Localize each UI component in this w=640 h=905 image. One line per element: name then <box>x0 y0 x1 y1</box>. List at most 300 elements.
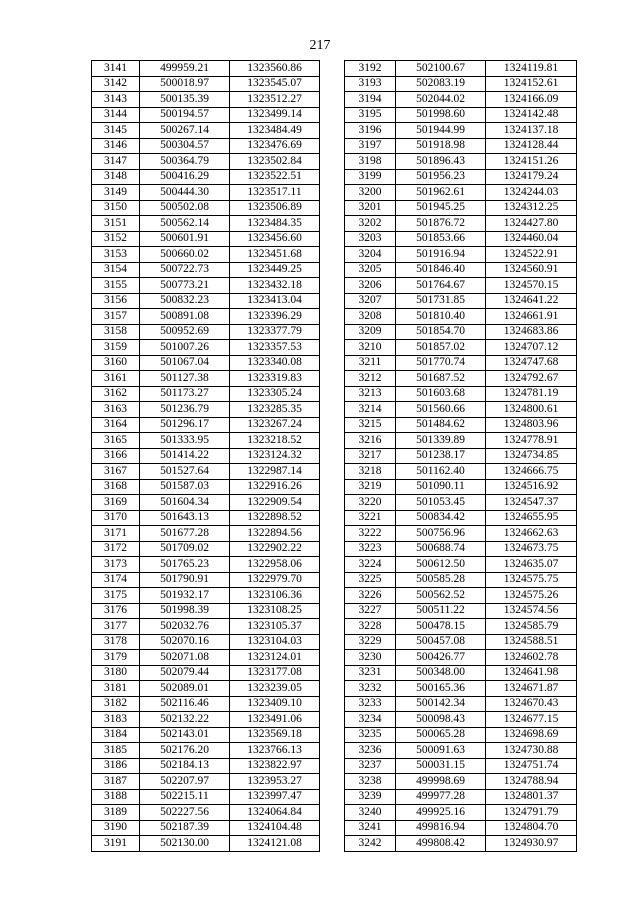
y-coordinate-cell: 1323502.84 <box>230 154 320 170</box>
x-coordinate-cell: 502116.46 <box>140 696 230 712</box>
x-coordinate-cell: 501876.72 <box>396 216 486 232</box>
point-number-cell: 3237 <box>345 758 396 774</box>
y-coordinate-cell: 1324641.98 <box>486 665 577 681</box>
x-coordinate-cell: 499959.21 <box>140 61 230 77</box>
x-coordinate-cell: 502083.19 <box>396 76 486 92</box>
point-number-cell: 3186 <box>92 758 140 774</box>
point-number-cell: 3215 <box>345 417 396 433</box>
table-row <box>92 712 320 728</box>
y-coordinate-cell: 1322958.06 <box>230 557 320 573</box>
point-number-cell: 3224 <box>345 557 396 573</box>
x-coordinate-cell: 501896.43 <box>396 154 486 170</box>
x-coordinate-cell: 500267.14 <box>140 123 230 139</box>
point-number-cell: 3231 <box>345 665 396 681</box>
x-coordinate-cell: 502044.02 <box>396 92 486 108</box>
point-number-cell: 3164 <box>92 417 140 433</box>
x-coordinate-cell: 501560.66 <box>396 402 486 418</box>
table-row <box>92 154 320 170</box>
y-coordinate-cell: 1323432.18 <box>230 278 320 294</box>
point-number-cell: 3216 <box>345 433 396 449</box>
x-coordinate-cell: 500194.57 <box>140 107 230 123</box>
table-row <box>345 92 577 108</box>
point-number-cell: 3176 <box>92 603 140 619</box>
x-coordinate-cell: 500031.15 <box>396 758 486 774</box>
table-row <box>92 355 320 371</box>
y-coordinate-cell: 1324670.43 <box>486 696 577 712</box>
point-number-cell: 3204 <box>345 247 396 263</box>
y-coordinate-cell: 1322902.22 <box>230 541 320 557</box>
point-number-cell: 3239 <box>345 789 396 805</box>
table-row <box>92 588 320 604</box>
table-row <box>92 464 320 480</box>
y-coordinate-cell: 1324460.04 <box>486 231 577 247</box>
x-coordinate-cell: 499977.28 <box>396 789 486 805</box>
point-number-cell: 3232 <box>345 681 396 697</box>
x-coordinate-cell: 500891.08 <box>140 309 230 325</box>
table-row <box>345 665 577 681</box>
y-coordinate-cell: 1323449.25 <box>230 262 320 278</box>
point-number-cell: 3188 <box>92 789 140 805</box>
point-number-cell: 3147 <box>92 154 140 170</box>
table-row <box>345 433 577 449</box>
table-row <box>345 805 577 821</box>
y-coordinate-cell: 1323517.11 <box>230 185 320 201</box>
point-number-cell: 3218 <box>345 464 396 480</box>
x-coordinate-cell: 500834.42 <box>396 510 486 526</box>
x-coordinate-cell: 501944.99 <box>396 123 486 139</box>
x-coordinate-cell: 501918.98 <box>396 138 486 154</box>
point-number-cell: 3153 <box>92 247 140 263</box>
table-row <box>92 665 320 681</box>
point-number-cell: 3175 <box>92 588 140 604</box>
point-number-cell: 3221 <box>345 510 396 526</box>
x-coordinate-cell: 500416.29 <box>140 169 230 185</box>
x-coordinate-cell: 501007.26 <box>140 340 230 356</box>
y-coordinate-cell: 1324641.22 <box>486 293 577 309</box>
table-row <box>92 774 320 790</box>
x-coordinate-cell: 501643.13 <box>140 510 230 526</box>
y-coordinate-cell: 1324602.78 <box>486 650 577 666</box>
x-coordinate-cell: 500502.08 <box>140 200 230 216</box>
table-row <box>92 76 320 92</box>
x-coordinate-cell: 501853.66 <box>396 231 486 247</box>
x-coordinate-cell: 502143.01 <box>140 727 230 743</box>
x-coordinate-cell: 500773.21 <box>140 278 230 294</box>
y-coordinate-cell: 1324661.91 <box>486 309 577 325</box>
x-coordinate-cell: 501587.03 <box>140 479 230 495</box>
y-coordinate-cell: 1324730.88 <box>486 743 577 759</box>
point-number-cell: 3185 <box>92 743 140 759</box>
table-row <box>92 433 320 449</box>
table-row <box>92 200 320 216</box>
point-number-cell: 3199 <box>345 169 396 185</box>
x-coordinate-cell: 499925.16 <box>396 805 486 821</box>
x-coordinate-cell: 501998.60 <box>396 107 486 123</box>
point-number-cell: 3225 <box>345 572 396 588</box>
table-row <box>92 603 320 619</box>
x-coordinate-cell: 501604.34 <box>140 495 230 511</box>
x-coordinate-cell: 501956.23 <box>396 169 486 185</box>
point-number-cell: 3160 <box>92 355 140 371</box>
point-number-cell: 3205 <box>345 262 396 278</box>
table-row <box>345 510 577 526</box>
y-coordinate-cell: 1323456.60 <box>230 231 320 247</box>
x-coordinate-cell: 501846.40 <box>396 262 486 278</box>
y-coordinate-cell: 1324734.85 <box>486 448 577 464</box>
x-coordinate-cell: 501765.23 <box>140 557 230 573</box>
x-coordinate-cell: 499816.94 <box>396 820 486 836</box>
table-row <box>345 371 577 387</box>
y-coordinate-cell: 1324179.24 <box>486 169 577 185</box>
table-row <box>92 185 320 201</box>
point-number-cell: 3163 <box>92 402 140 418</box>
table-row <box>92 696 320 712</box>
table-row <box>345 774 577 790</box>
table-row <box>92 495 320 511</box>
coordinate-table-right <box>344 60 577 852</box>
y-coordinate-cell: 1322909.54 <box>230 495 320 511</box>
point-number-cell: 3212 <box>345 371 396 387</box>
point-number-cell: 3203 <box>345 231 396 247</box>
y-coordinate-cell: 1324427.80 <box>486 216 577 232</box>
point-number-cell: 3162 <box>92 386 140 402</box>
page-number: 217 <box>309 38 331 53</box>
point-number-cell: 3189 <box>92 805 140 821</box>
table-row <box>345 696 577 712</box>
y-coordinate-cell: 1324800.61 <box>486 402 577 418</box>
table-row <box>345 448 577 464</box>
y-coordinate-cell: 1324166.09 <box>486 92 577 108</box>
table-row <box>345 154 577 170</box>
point-number-cell: 3165 <box>92 433 140 449</box>
point-number-cell: 3146 <box>92 138 140 154</box>
y-coordinate-cell: 1324671.87 <box>486 681 577 697</box>
point-number-cell: 3200 <box>345 185 396 201</box>
table-row <box>345 572 577 588</box>
x-coordinate-cell: 500832.23 <box>140 293 230 309</box>
point-number-cell: 3201 <box>345 200 396 216</box>
y-coordinate-cell: 1324585.79 <box>486 619 577 635</box>
y-coordinate-cell: 1323105.37 <box>230 619 320 635</box>
point-number-cell: 3154 <box>92 262 140 278</box>
table-row <box>92 820 320 836</box>
y-coordinate-cell: 1323319.83 <box>230 371 320 387</box>
table-row <box>92 743 320 759</box>
y-coordinate-cell: 1324655.95 <box>486 510 577 526</box>
point-number-cell: 3217 <box>345 448 396 464</box>
point-number-cell: 3192 <box>345 61 396 77</box>
table-row <box>345 588 577 604</box>
table-row <box>345 309 577 325</box>
x-coordinate-cell: 502089.01 <box>140 681 230 697</box>
table-row <box>92 169 320 185</box>
table-row <box>92 340 320 356</box>
point-number-cell: 3196 <box>345 123 396 139</box>
table-row <box>92 324 320 340</box>
y-coordinate-cell: 1323545.07 <box>230 76 320 92</box>
point-number-cell: 3226 <box>345 588 396 604</box>
x-coordinate-cell: 500562.52 <box>396 588 486 604</box>
point-number-cell: 3242 <box>345 836 396 852</box>
table-row <box>345 123 577 139</box>
table-row <box>92 526 320 542</box>
y-coordinate-cell: 1323451.68 <box>230 247 320 263</box>
point-number-cell: 3158 <box>92 324 140 340</box>
point-number-cell: 3223 <box>345 541 396 557</box>
y-coordinate-cell: 1323522.51 <box>230 169 320 185</box>
x-coordinate-cell: 502187.39 <box>140 820 230 836</box>
point-number-cell: 3214 <box>345 402 396 418</box>
point-number-cell: 3228 <box>345 619 396 635</box>
x-coordinate-cell: 501339.89 <box>396 433 486 449</box>
point-number-cell: 3181 <box>92 681 140 697</box>
y-coordinate-cell: 1323305.24 <box>230 386 320 402</box>
y-coordinate-cell: 1323822.97 <box>230 758 320 774</box>
point-number-cell: 3229 <box>345 634 396 650</box>
x-coordinate-cell: 499998.69 <box>396 774 486 790</box>
y-coordinate-cell: 1323409.10 <box>230 696 320 712</box>
table-row <box>92 634 320 650</box>
y-coordinate-cell: 1324778.91 <box>486 433 577 449</box>
x-coordinate-cell: 501916.94 <box>396 247 486 263</box>
x-coordinate-cell: 500091.63 <box>396 743 486 759</box>
y-coordinate-cell: 1323340.08 <box>230 355 320 371</box>
x-coordinate-cell: 500562.14 <box>140 216 230 232</box>
y-coordinate-cell: 1324747.68 <box>486 355 577 371</box>
y-coordinate-cell: 1323357.53 <box>230 340 320 356</box>
y-coordinate-cell: 1324930.97 <box>486 836 577 852</box>
table-row <box>345 727 577 743</box>
table-row <box>345 603 577 619</box>
y-coordinate-cell: 1323396.29 <box>230 309 320 325</box>
table-row <box>92 107 320 123</box>
table-row <box>92 836 320 852</box>
y-coordinate-cell: 1324064.84 <box>230 805 320 821</box>
point-number-cell: 3179 <box>92 650 140 666</box>
point-number-cell: 3157 <box>92 309 140 325</box>
y-coordinate-cell: 1324804.70 <box>486 820 577 836</box>
y-coordinate-cell: 1324781.19 <box>486 386 577 402</box>
point-number-cell: 3209 <box>345 324 396 340</box>
x-coordinate-cell: 500098.43 <box>396 712 486 728</box>
table-row <box>92 448 320 464</box>
table-row <box>345 324 577 340</box>
y-coordinate-cell: 1324312.25 <box>486 200 577 216</box>
table-row <box>345 216 577 232</box>
table-row <box>345 107 577 123</box>
y-coordinate-cell: 1324119.81 <box>486 61 577 77</box>
y-coordinate-cell: 1323177.08 <box>230 665 320 681</box>
table-row <box>345 340 577 356</box>
table-row <box>345 293 577 309</box>
table-row <box>92 216 320 232</box>
table-row <box>92 309 320 325</box>
y-coordinate-cell: 1324588.51 <box>486 634 577 650</box>
coordinate-table-left <box>91 60 320 852</box>
x-coordinate-cell: 501127.38 <box>140 371 230 387</box>
x-coordinate-cell: 501810.40 <box>396 309 486 325</box>
table-row <box>92 479 320 495</box>
point-number-cell: 3178 <box>92 634 140 650</box>
x-coordinate-cell: 500135.39 <box>140 92 230 108</box>
x-coordinate-cell: 502079.44 <box>140 665 230 681</box>
table-row <box>345 557 577 573</box>
table-row <box>345 681 577 697</box>
y-coordinate-cell: 1324121.08 <box>230 836 320 852</box>
y-coordinate-cell: 1323569.18 <box>230 727 320 743</box>
table-row <box>345 169 577 185</box>
table-row <box>92 805 320 821</box>
point-number-cell: 3211 <box>345 355 396 371</box>
point-number-cell: 3213 <box>345 386 396 402</box>
point-number-cell: 3149 <box>92 185 140 201</box>
x-coordinate-cell: 501484.62 <box>396 417 486 433</box>
y-coordinate-cell: 1322987.14 <box>230 464 320 480</box>
table-row <box>92 619 320 635</box>
point-number-cell: 3148 <box>92 169 140 185</box>
point-number-cell: 3191 <box>92 836 140 852</box>
point-number-cell: 3183 <box>92 712 140 728</box>
y-coordinate-cell: 1323491.06 <box>230 712 320 728</box>
y-coordinate-cell: 1323239.05 <box>230 681 320 697</box>
y-coordinate-cell: 1324801.37 <box>486 789 577 805</box>
x-coordinate-cell: 502207.97 <box>140 774 230 790</box>
point-number-cell: 3190 <box>92 820 140 836</box>
y-coordinate-cell: 1324751.74 <box>486 758 577 774</box>
x-coordinate-cell: 501333.95 <box>140 433 230 449</box>
point-number-cell: 3167 <box>92 464 140 480</box>
point-number-cell: 3187 <box>92 774 140 790</box>
point-number-cell: 3169 <box>92 495 140 511</box>
x-coordinate-cell: 501854.70 <box>396 324 486 340</box>
point-number-cell: 3144 <box>92 107 140 123</box>
y-coordinate-cell: 1323377.79 <box>230 324 320 340</box>
x-coordinate-cell: 501790.91 <box>140 572 230 588</box>
table-row <box>345 526 577 542</box>
x-coordinate-cell: 501238.17 <box>396 448 486 464</box>
y-coordinate-cell: 1324788.94 <box>486 774 577 790</box>
x-coordinate-cell: 500612.50 <box>396 557 486 573</box>
table-row <box>92 758 320 774</box>
y-coordinate-cell: 1324574.56 <box>486 603 577 619</box>
y-coordinate-cell: 1323499.14 <box>230 107 320 123</box>
point-number-cell: 3152 <box>92 231 140 247</box>
y-coordinate-cell: 1324128.44 <box>486 138 577 154</box>
x-coordinate-cell: 500457.08 <box>396 634 486 650</box>
x-coordinate-cell: 500585.28 <box>396 572 486 588</box>
point-number-cell: 3184 <box>92 727 140 743</box>
y-coordinate-cell: 1324575.26 <box>486 588 577 604</box>
table-row <box>345 417 577 433</box>
x-coordinate-cell: 500165.36 <box>396 681 486 697</box>
point-number-cell: 3177 <box>92 619 140 635</box>
point-number-cell: 3180 <box>92 665 140 681</box>
point-number-cell: 3210 <box>345 340 396 356</box>
table-row <box>92 61 320 77</box>
x-coordinate-cell: 502070.16 <box>140 634 230 650</box>
point-number-cell: 3156 <box>92 293 140 309</box>
y-coordinate-cell: 1323997.47 <box>230 789 320 805</box>
y-coordinate-cell: 1324707.12 <box>486 340 577 356</box>
y-coordinate-cell: 1324792.67 <box>486 371 577 387</box>
point-number-cell: 3202 <box>345 216 396 232</box>
y-coordinate-cell: 1323124.01 <box>230 650 320 666</box>
x-coordinate-cell: 502032.76 <box>140 619 230 635</box>
table-row <box>345 789 577 805</box>
x-coordinate-cell: 501731.85 <box>396 293 486 309</box>
x-coordinate-cell: 500018.97 <box>140 76 230 92</box>
x-coordinate-cell: 501932.17 <box>140 588 230 604</box>
point-number-cell: 3208 <box>345 309 396 325</box>
table-row <box>345 712 577 728</box>
x-coordinate-cell: 500478.15 <box>396 619 486 635</box>
x-coordinate-cell: 501603.68 <box>396 386 486 402</box>
y-coordinate-cell: 1323560.86 <box>230 61 320 77</box>
x-coordinate-cell: 500511.22 <box>396 603 486 619</box>
x-coordinate-cell: 502176.20 <box>140 743 230 759</box>
x-coordinate-cell: 502100.67 <box>396 61 486 77</box>
point-number-cell: 3240 <box>345 805 396 821</box>
y-coordinate-cell: 1323953.27 <box>230 774 320 790</box>
y-coordinate-cell: 1323512.27 <box>230 92 320 108</box>
table-row <box>92 727 320 743</box>
point-number-cell: 3173 <box>92 557 140 573</box>
table-row <box>345 262 577 278</box>
table-row <box>345 231 577 247</box>
table-row <box>345 185 577 201</box>
x-coordinate-cell: 500660.02 <box>140 247 230 263</box>
table-row <box>345 495 577 511</box>
x-coordinate-cell: 500142.34 <box>396 696 486 712</box>
table-row <box>92 92 320 108</box>
point-number-cell: 3168 <box>92 479 140 495</box>
x-coordinate-cell: 500601.91 <box>140 231 230 247</box>
point-number-cell: 3141 <box>92 61 140 77</box>
point-number-cell: 3171 <box>92 526 140 542</box>
y-coordinate-cell: 1324803.96 <box>486 417 577 433</box>
y-coordinate-cell: 1323484.35 <box>230 216 320 232</box>
point-number-cell: 3161 <box>92 371 140 387</box>
point-number-cell: 3222 <box>345 526 396 542</box>
y-coordinate-cell: 1324666.75 <box>486 464 577 480</box>
point-number-cell: 3172 <box>92 541 140 557</box>
y-coordinate-cell: 1323506.89 <box>230 200 320 216</box>
table-row <box>345 820 577 836</box>
table-row <box>92 681 320 697</box>
table-row <box>345 634 577 650</box>
x-coordinate-cell: 501945.25 <box>396 200 486 216</box>
y-coordinate-cell: 1322894.56 <box>230 526 320 542</box>
x-coordinate-cell: 502130.00 <box>140 836 230 852</box>
table-row <box>92 138 320 154</box>
point-number-cell: 3227 <box>345 603 396 619</box>
x-coordinate-cell: 501053.45 <box>396 495 486 511</box>
y-coordinate-cell: 1323766.13 <box>230 743 320 759</box>
point-number-cell: 3174 <box>92 572 140 588</box>
table-row <box>92 293 320 309</box>
point-number-cell: 3197 <box>345 138 396 154</box>
y-coordinate-cell: 1324516.92 <box>486 479 577 495</box>
y-coordinate-cell: 1323106.36 <box>230 588 320 604</box>
table-row <box>92 371 320 387</box>
x-coordinate-cell: 501764.67 <box>396 278 486 294</box>
y-coordinate-cell: 1324662.63 <box>486 526 577 542</box>
y-coordinate-cell: 1322979.70 <box>230 572 320 588</box>
y-coordinate-cell: 1324522.91 <box>486 247 577 263</box>
x-coordinate-cell: 500304.57 <box>140 138 230 154</box>
y-coordinate-cell: 1324151.26 <box>486 154 577 170</box>
x-coordinate-cell: 501857.02 <box>396 340 486 356</box>
